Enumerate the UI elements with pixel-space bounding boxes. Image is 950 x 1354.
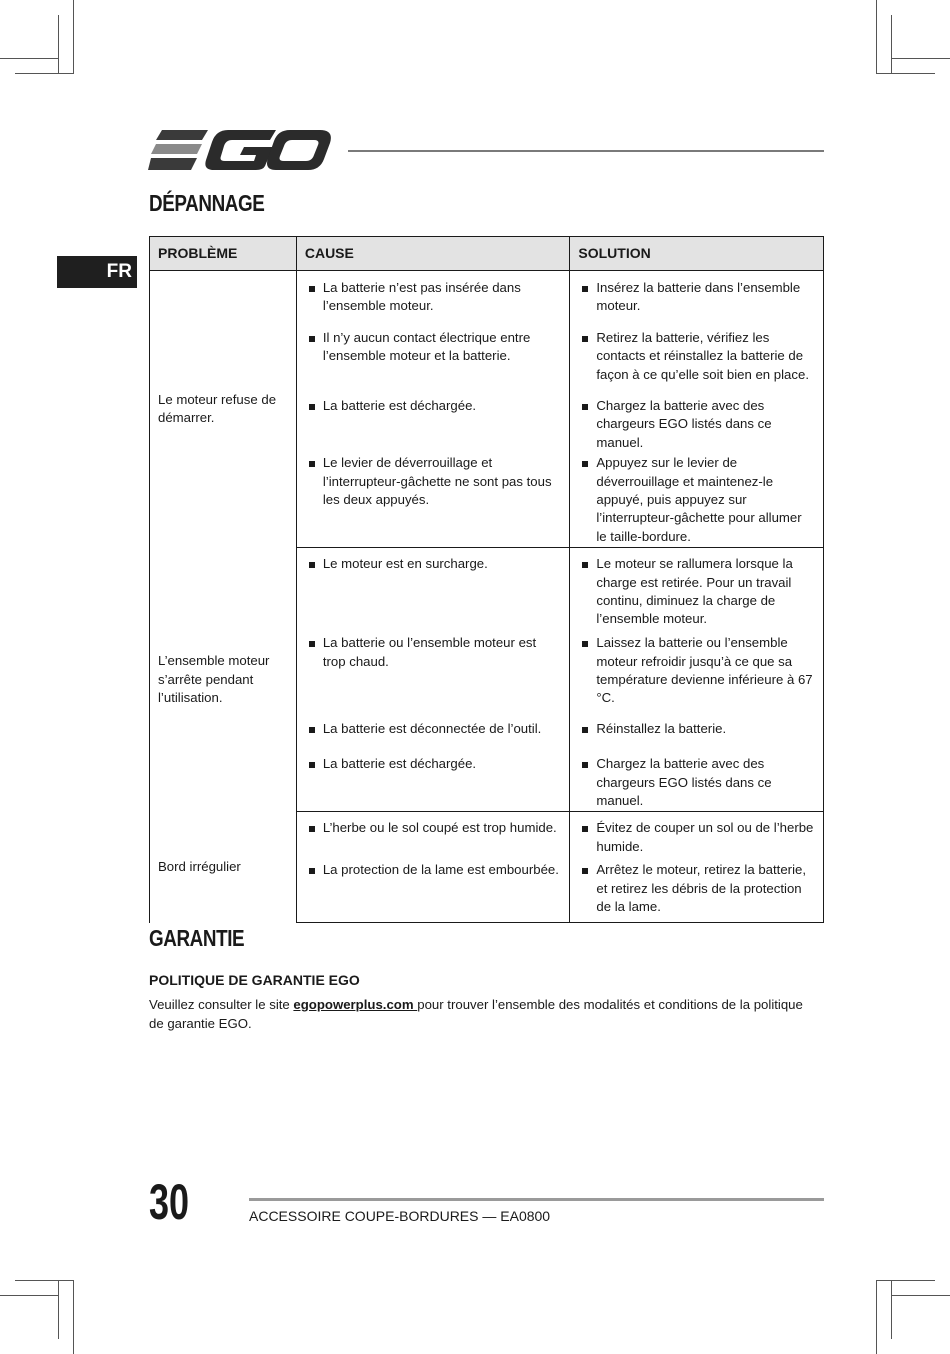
cause-cell: Il n’y aucun contact électrique entre l’ensemble moteur et la batterie.	[298, 329, 569, 366]
cause-cell: Le levier de déverrouillage et l’interrupteur-gâchette ne sont pas tous les deux appuyés.	[298, 454, 569, 509]
solution-cell: Le moteur se rallumera lorsque la charge est retirée. Pour un travail continu, diminuez la charge de l’ensemble moteur.	[571, 555, 822, 629]
crop-mark	[73, 1280, 74, 1354]
crop-mark	[15, 73, 74, 74]
footer-text: ACCESSOIRE COUPE-BORDURES — EA0800	[249, 1208, 551, 1224]
cause-cell: La batterie est déchargée.	[298, 397, 569, 415]
crop-mark	[876, 1280, 877, 1354]
ego-logo	[148, 128, 332, 172]
cause-cell: La batterie n’est pas insérée dans l’ensemble moteur.	[298, 279, 569, 316]
table-row	[150, 812, 824, 861]
crop-mark	[891, 15, 892, 74]
troubleshooting-table	[149, 236, 824, 923]
cause-cell: La batterie ou l’ensemble moteur est trop chaud.	[298, 634, 569, 671]
crop-mark	[891, 58, 950, 59]
solution-cell: Chargez la batterie avec des chargeurs EGO listés dans ce manuel.	[571, 397, 822, 452]
warranty-text-after: pour trouver l’ensemble des modalités et conditions de la politique de garantie EGO.	[149, 997, 803, 1031]
table-row	[150, 548, 824, 634]
solution-cell: Réinstallez la batterie.	[571, 720, 822, 738]
solution-cell: Arrêtez le moteur, retirez la batterie, et retirez les débris de la protection de la lame.	[571, 861, 822, 916]
section-title-warranty: GARANTIE	[149, 925, 245, 951]
cause-cell: La protection de la lame est embourbée.	[298, 861, 569, 879]
cause-cell: Le moteur est en surcharge.	[298, 555, 569, 573]
table-row	[150, 271, 824, 329]
warranty-link[interactable]: egopowerplus.com	[293, 997, 418, 1012]
solution-cell: Chargez la batterie avec des chargeurs EGO listés dans ce manuel.	[571, 755, 822, 810]
crop-mark	[876, 73, 935, 74]
warranty-subtitle: POLITIQUE DE GARANTIE EGO	[149, 972, 360, 988]
cause-cell: La batterie est déconnectée de l’outil.	[298, 720, 569, 738]
language-tab: FR	[57, 256, 137, 288]
warranty-text-before: Veuillez consulter le site	[149, 997, 294, 1012]
problem-cell: L’ensemble moteur s’arrête pendant l’utilisation.	[150, 548, 297, 812]
section-title-troubleshooting: DÉPANNAGE	[149, 190, 265, 216]
crop-mark	[876, 0, 877, 74]
solution-cell: Insérez la batterie dans l’ensemble moteur.	[571, 279, 822, 316]
crop-mark	[58, 15, 59, 74]
warranty-paragraph	[149, 996, 819, 1033]
crop-mark	[0, 58, 59, 59]
footer-rule	[249, 1198, 824, 1201]
crop-mark	[891, 1280, 892, 1339]
header-cause: CAUSE	[296, 237, 570, 271]
solution-cell: Appuyez sur le levier de déverrouillage et maintenez-le appuyé, puis appuyez sur l’interrupteur-gâchette pour allumer le taille-bordure.	[571, 454, 822, 546]
problem-cell: Bord irrégulier	[150, 812, 297, 923]
table-header-row	[150, 237, 824, 271]
cause-cell: L’herbe ou le sol coupé est trop humide.	[298, 819, 569, 837]
problem-cell: Le moteur refuse de démarrer.	[150, 271, 297, 548]
crop-mark	[58, 1280, 59, 1339]
solution-cell: Retirez la batterie, vérifiez les contacts et réinstallez la batterie de façon à ce qu’elle soit bien en place.	[571, 329, 822, 384]
header-rule	[348, 150, 824, 152]
solution-cell: Évitez de couper un sol ou de l’herbe humide.	[571, 819, 822, 856]
solution-cell: Laissez la batterie ou l’ensemble moteur refroidir jusqu’à ce que sa température devienne inférieure à 67 °C.	[571, 634, 822, 708]
crop-mark	[891, 1295, 950, 1296]
page-number: 30	[149, 1174, 190, 1230]
cause-cell: La batterie est déchargée.	[298, 755, 569, 773]
header-solution: SOLUTION	[570, 237, 824, 271]
crop-mark	[0, 1295, 59, 1296]
crop-mark	[73, 0, 74, 74]
crop-mark	[15, 1280, 74, 1281]
crop-mark	[876, 1280, 935, 1281]
header-problem: PROBLÈME	[150, 237, 297, 271]
